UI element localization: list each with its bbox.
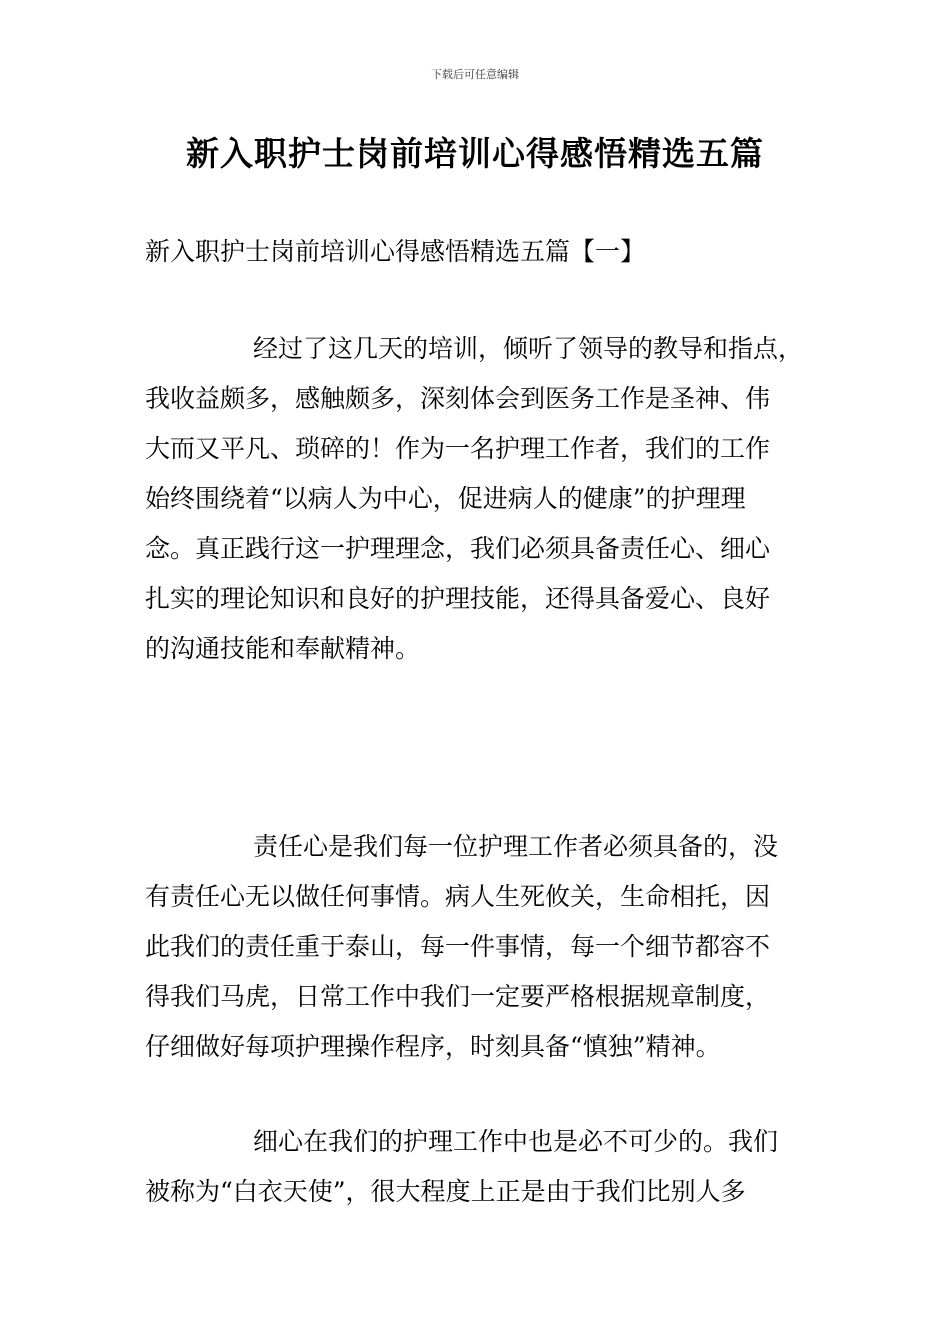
paragraph-1: [145, 324, 825, 674]
paragraph-line: 经过了这几天的培训，倾听了领导的教导和指点，: [253, 334, 804, 363]
paragraph-line: 扎实的理论知识和良好的护理技能，还得具备爱心、良好: [145, 584, 771, 613]
paragraph-line: 得我们马虎，日常工作中我们一定要严格根据规章制度，: [145, 982, 771, 1011]
paragraph-3: [145, 1117, 825, 1217]
paragraph-2: [145, 822, 825, 1072]
paragraph-line: 细心在我们的护理工作中也是必不可少的。我们: [253, 1127, 779, 1156]
document-title: 新入职护士岗前培训心得感悟精选五篇: [186, 134, 764, 173]
paragraph-line: 责任心是我们每一位护理工作者必须具备的，没: [253, 832, 779, 861]
paragraph-line: 被称为“白衣天使”，很大程度上正是由于我们比别人多: [145, 1177, 746, 1206]
paragraph-line: 始终围绕着“以病人为中心，促进病人的健康”的护理理: [145, 484, 746, 513]
paragraph-line: 念。真正践行这一护理理念，我们必须具备责任心、细心: [145, 534, 771, 563]
paragraph-line: 大而又平凡、琐碎的！作为一名护理工作者，我们的工作: [145, 434, 771, 463]
paragraph-line: 有责任心无以做任何事情。病人生死攸关，生命相托，因: [145, 882, 771, 911]
paragraph-line: 仔细做好每项护理操作程序，时刻具备“慎独”精神。: [145, 1032, 721, 1061]
paragraph-line: 我收益颇多，感触颇多，深刻体会到医务工作是圣神、伟: [145, 384, 771, 413]
section-heading: 新入职护士岗前培训心得感悟精选五篇【一】: [145, 237, 646, 266]
paragraph-line: 此我们的责任重于泰山，每一件事情，每一个细节都容不: [145, 932, 771, 961]
paragraph-line: 的沟通技能和奉献精神。: [145, 634, 421, 663]
header-note: 下载后可任意编辑: [431, 68, 519, 81]
